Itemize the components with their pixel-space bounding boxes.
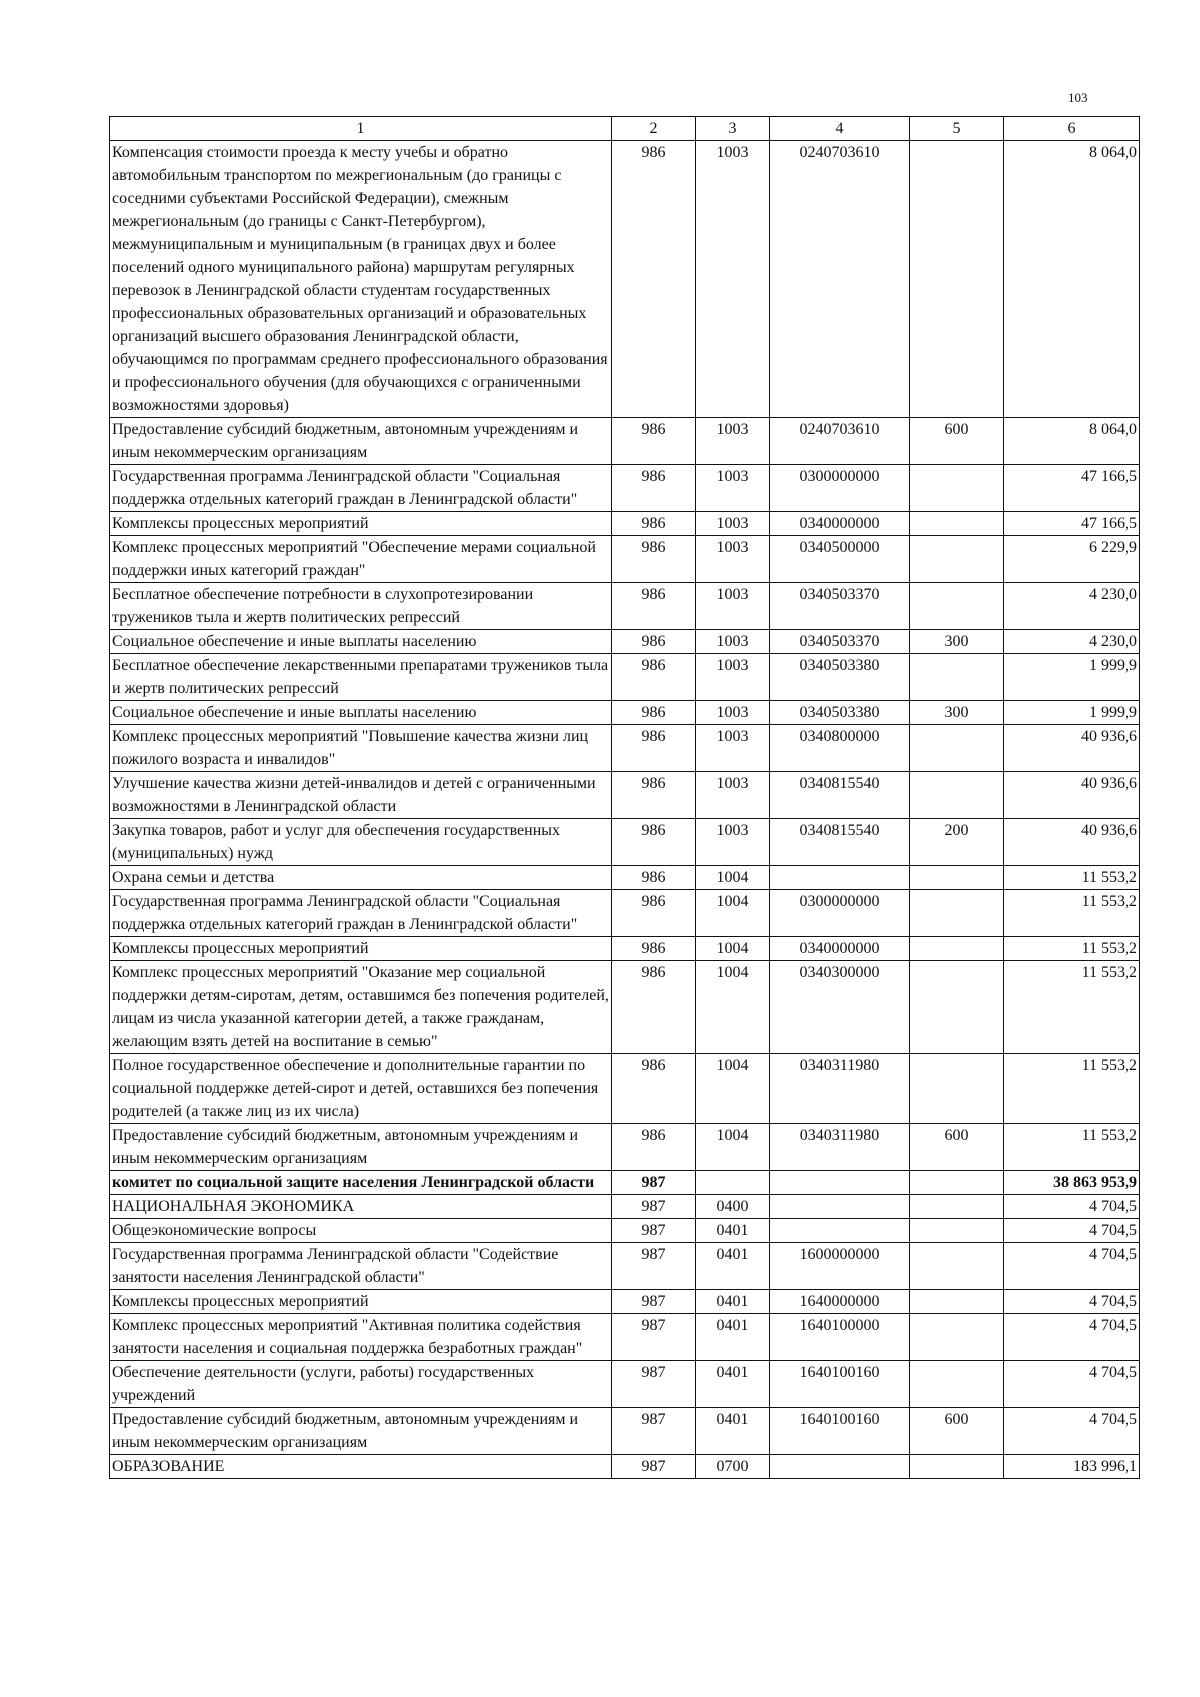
- row-amount-cell: 8 064,0: [1004, 141, 1140, 418]
- row-ministry-code-cell: 986: [612, 512, 696, 536]
- row-section-code-cell: 0401: [696, 1219, 770, 1243]
- row-ministry-code-cell: 987: [612, 1195, 696, 1219]
- row-expense-type-cell: [910, 1195, 1004, 1219]
- row-expense-type-cell: 600: [910, 1408, 1004, 1455]
- row-name-cell: Государственная программа Ленинградской области "Содействие занятости населения Ленинградской области": [110, 1243, 612, 1290]
- row-ministry-code-cell: 986: [612, 1054, 696, 1124]
- row-section-code-cell: 1003: [696, 465, 770, 512]
- row-name-cell: НАЦИОНАЛЬНАЯ ЭКОНОМИКА: [110, 1195, 612, 1219]
- row-ministry-code-cell: 986: [612, 937, 696, 961]
- row-expense-type-cell: 200: [910, 819, 1004, 866]
- row-amount-cell: 11 553,2: [1004, 890, 1140, 937]
- row-amount-cell: 40 936,6: [1004, 725, 1140, 772]
- table-body: [110, 141, 1140, 1479]
- row-target-code-cell: [770, 1195, 910, 1219]
- row-amount-cell: 38 863 953,9: [1004, 1171, 1140, 1195]
- row-ministry-code-cell: 986: [612, 418, 696, 465]
- row-amount-cell: 11 553,2: [1004, 1054, 1140, 1124]
- row-amount-cell: 4 704,5: [1004, 1290, 1140, 1314]
- row-amount-cell: 4 704,5: [1004, 1314, 1140, 1361]
- row-expense-type-cell: [910, 1455, 1004, 1479]
- row-section-code-cell: 1003: [696, 630, 770, 654]
- table-row: [110, 1408, 1140, 1455]
- row-target-code-cell: 0340000000: [770, 512, 910, 536]
- table-row: [110, 1124, 1140, 1171]
- row-name-cell: Предоставление субсидий бюджетным, автономным учреждениям и иным некоммерческим организациям: [110, 1408, 612, 1455]
- row-expense-type-cell: [910, 725, 1004, 772]
- budget-table: [109, 116, 1140, 1479]
- row-name-cell: Социальное обеспечение и иные выплаты населению: [110, 701, 612, 725]
- row-amount-cell: 4 704,5: [1004, 1361, 1140, 1408]
- row-name-cell: ОБРАЗОВАНИЕ: [110, 1455, 612, 1479]
- row-amount-cell: 6 229,9: [1004, 536, 1140, 583]
- page-number: 103: [1068, 90, 1088, 105]
- row-amount-cell: 11 553,2: [1004, 1124, 1140, 1171]
- row-expense-type-cell: [910, 1171, 1004, 1195]
- row-name-cell: Комплекс процессных мероприятий "Повышение качества жизни лиц пожилого возраста и инвалидов": [110, 725, 612, 772]
- table-row: [110, 418, 1140, 465]
- row-ministry-code-cell: 986: [612, 866, 696, 890]
- row-target-code-cell: 0240703610: [770, 418, 910, 465]
- row-ministry-code-cell: 986: [612, 1124, 696, 1171]
- row-expense-type-cell: [910, 1361, 1004, 1408]
- row-section-code-cell: 1003: [696, 512, 770, 536]
- table-row: [110, 701, 1140, 725]
- row-target-code-cell: 0340311980: [770, 1054, 910, 1124]
- row-name-cell: комитет по социальной защите населения Ленинградской области: [110, 1171, 612, 1195]
- table-row: [110, 1243, 1140, 1290]
- row-ministry-code-cell: 986: [612, 141, 696, 418]
- row-ministry-code-cell: 986: [612, 961, 696, 1054]
- table-row: [110, 1361, 1140, 1408]
- row-target-code-cell: 0340311980: [770, 1124, 910, 1171]
- row-section-code-cell: 1003: [696, 654, 770, 701]
- row-name-cell: Общеэкономические вопросы: [110, 1219, 612, 1243]
- row-name-cell: Предоставление субсидий бюджетным, автономным учреждениям и иным некоммерческим организациям: [110, 1124, 612, 1171]
- table-header: [110, 117, 1140, 141]
- row-name-cell: Улучшение качества жизни детей-инвалидов и детей с ограниченными возможностями в Ленинградской области: [110, 772, 612, 819]
- row-section-code-cell: 1003: [696, 141, 770, 418]
- row-target-code-cell: 1640000000: [770, 1290, 910, 1314]
- row-section-code-cell: 1004: [696, 1124, 770, 1171]
- row-name-cell: Государственная программа Ленинградской области "Социальная поддержка отдельных категорий граждан в Ленинградской области": [110, 890, 612, 937]
- row-amount-cell: 183 996,1: [1004, 1455, 1140, 1479]
- row-target-code-cell: 0340503380: [770, 701, 910, 725]
- row-ministry-code-cell: 986: [612, 819, 696, 866]
- row-ministry-code-cell: 987: [612, 1243, 696, 1290]
- row-target-code-cell: 0340503370: [770, 630, 910, 654]
- column-header-1: 1: [110, 117, 612, 141]
- row-expense-type-cell: [910, 536, 1004, 583]
- row-target-code-cell: 1600000000: [770, 1243, 910, 1290]
- row-amount-cell: 11 553,2: [1004, 961, 1140, 1054]
- row-section-code-cell: 1003: [696, 536, 770, 583]
- row-ministry-code-cell: 987: [612, 1171, 696, 1195]
- table-row: [110, 1455, 1140, 1479]
- row-target-code-cell: 1640100160: [770, 1408, 910, 1455]
- row-name-cell: Социальное обеспечение и иные выплаты населению: [110, 630, 612, 654]
- row-ministry-code-cell: 986: [612, 536, 696, 583]
- row-section-code-cell: 0401: [696, 1314, 770, 1361]
- row-amount-cell: 1 999,9: [1004, 654, 1140, 701]
- row-amount-cell: 4 704,5: [1004, 1243, 1140, 1290]
- row-target-code-cell: 0340815540: [770, 772, 910, 819]
- table-row: [110, 1219, 1140, 1243]
- row-amount-cell: 47 166,5: [1004, 512, 1140, 536]
- row-expense-type-cell: [910, 583, 1004, 630]
- table-row: [110, 141, 1140, 418]
- row-ministry-code-cell: 986: [612, 725, 696, 772]
- row-amount-cell: 4 230,0: [1004, 630, 1140, 654]
- column-header-2: 2: [612, 117, 696, 141]
- table-row: [110, 654, 1140, 701]
- table-row: [110, 512, 1140, 536]
- row-ministry-code-cell: 987: [612, 1290, 696, 1314]
- row-section-code-cell: 1004: [696, 890, 770, 937]
- row-amount-cell: 47 166,5: [1004, 465, 1140, 512]
- row-expense-type-cell: 300: [910, 701, 1004, 725]
- row-name-cell: Обеспечение деятельности (услуги, работы) государственных учреждений: [110, 1361, 612, 1408]
- column-header-6: 6: [1004, 117, 1140, 141]
- row-ministry-code-cell: 986: [612, 465, 696, 512]
- row-section-code-cell: 0700: [696, 1455, 770, 1479]
- row-expense-type-cell: [910, 1243, 1004, 1290]
- row-section-code-cell: 1003: [696, 725, 770, 772]
- row-name-cell: Закупка товаров, работ и услуг для обеспечения государственных (муниципальных) нужд: [110, 819, 612, 866]
- row-amount-cell: 4 704,5: [1004, 1195, 1140, 1219]
- row-name-cell: Компенсация стоимости проезда к месту учебы и обратно автомобильным транспортом по межрегиональным (до границы с соседними субъектами Российской Федерации), смежным межрегиональным (до границы с Санкт-Петербургом), межмуниципальным и муниципальным (в границах двух и более поселений одного муниципального района) маршрутам регулярных перевозок в Ленинградской области студентам государственных профессиональных образовательных организаций и образовательных организаций высшего образования Ленинградской области, обучающимся по программам среднего профессионального образования и профессионального обучения (для обучающихся с ограниченными возможностями здоровья): [110, 141, 612, 418]
- row-section-code-cell: 0400: [696, 1195, 770, 1219]
- row-amount-cell: 8 064,0: [1004, 418, 1140, 465]
- table-row: [110, 583, 1140, 630]
- table-row: [110, 1054, 1140, 1124]
- row-target-code-cell: [770, 866, 910, 890]
- row-expense-type-cell: [910, 866, 1004, 890]
- row-section-code-cell: 0401: [696, 1408, 770, 1455]
- row-target-code-cell: 1640100000: [770, 1314, 910, 1361]
- row-target-code-cell: 0300000000: [770, 465, 910, 512]
- table-row: [110, 630, 1140, 654]
- table-row: [110, 1195, 1140, 1219]
- row-section-code-cell: 1003: [696, 418, 770, 465]
- row-target-code-cell: [770, 1455, 910, 1479]
- row-name-cell: Комплекс процессных мероприятий "Активная политика содействия занятости населения и социальная поддержка безработных граждан": [110, 1314, 612, 1361]
- row-section-code-cell: [696, 1171, 770, 1195]
- row-ministry-code-cell: 986: [612, 630, 696, 654]
- row-expense-type-cell: [910, 141, 1004, 418]
- row-target-code-cell: 1640100160: [770, 1361, 910, 1408]
- row-target-code-cell: [770, 1219, 910, 1243]
- row-expense-type-cell: [910, 1314, 1004, 1361]
- row-section-code-cell: 0401: [696, 1243, 770, 1290]
- row-name-cell: Комплексы процессных мероприятий: [110, 512, 612, 536]
- table-row: [110, 1314, 1140, 1361]
- row-expense-type-cell: [910, 512, 1004, 536]
- row-name-cell: Охрана семьи и детства: [110, 866, 612, 890]
- row-amount-cell: 40 936,6: [1004, 819, 1140, 866]
- row-target-code-cell: 0340503380: [770, 654, 910, 701]
- row-target-code-cell: 0340800000: [770, 725, 910, 772]
- row-name-cell: Комплексы процессных мероприятий: [110, 1290, 612, 1314]
- row-expense-type-cell: 600: [910, 418, 1004, 465]
- row-name-cell: Бесплатное обеспечение потребности в слухопротезировании тружеников тыла и жертв политических репрессий: [110, 583, 612, 630]
- row-amount-cell: 11 553,2: [1004, 866, 1140, 890]
- table-row: [110, 961, 1140, 1054]
- row-expense-type-cell: [910, 654, 1004, 701]
- row-ministry-code-cell: 987: [612, 1361, 696, 1408]
- row-target-code-cell: [770, 1171, 910, 1195]
- row-expense-type-cell: [910, 1054, 1004, 1124]
- table-row: [110, 1171, 1140, 1195]
- row-target-code-cell: 0340500000: [770, 536, 910, 583]
- row-section-code-cell: 1004: [696, 1054, 770, 1124]
- row-expense-type-cell: [910, 890, 1004, 937]
- row-expense-type-cell: [910, 772, 1004, 819]
- row-ministry-code-cell: 986: [612, 583, 696, 630]
- row-amount-cell: 4 704,5: [1004, 1408, 1140, 1455]
- row-section-code-cell: 1004: [696, 961, 770, 1054]
- table-row: [110, 866, 1140, 890]
- row-ministry-code-cell: 986: [612, 701, 696, 725]
- row-ministry-code-cell: 987: [612, 1314, 696, 1361]
- row-section-code-cell: 1003: [696, 583, 770, 630]
- table-row: [110, 819, 1140, 866]
- row-name-cell: Комплексы процессных мероприятий: [110, 937, 612, 961]
- row-ministry-code-cell: 986: [612, 890, 696, 937]
- row-section-code-cell: 1003: [696, 701, 770, 725]
- row-target-code-cell: 0300000000: [770, 890, 910, 937]
- row-name-cell: Бесплатное обеспечение лекарственными препаратами тружеников тыла и жертв политических репрессий: [110, 654, 612, 701]
- row-section-code-cell: 1004: [696, 937, 770, 961]
- row-target-code-cell: 0340815540: [770, 819, 910, 866]
- row-expense-type-cell: [910, 937, 1004, 961]
- row-name-cell: Предоставление субсидий бюджетным, автономным учреждениям и иным некоммерческим организациям: [110, 418, 612, 465]
- column-header-4: 4: [770, 117, 910, 141]
- column-header-3: 3: [696, 117, 770, 141]
- row-name-cell: Комплекс процессных мероприятий "Оказание мер социальной поддержки детям-сиротам, детям, оставшимся без попечения родителей, лицам из числа указанной категории детей, а также гражданам, желающим взять детей на воспитание в семью": [110, 961, 612, 1054]
- row-expense-type-cell: [910, 1290, 1004, 1314]
- table-row: [110, 465, 1140, 512]
- row-target-code-cell: 0340300000: [770, 961, 910, 1054]
- row-amount-cell: 4 704,5: [1004, 1219, 1140, 1243]
- row-expense-type-cell: [910, 465, 1004, 512]
- row-amount-cell: 40 936,6: [1004, 772, 1140, 819]
- row-ministry-code-cell: 987: [612, 1408, 696, 1455]
- row-amount-cell: 1 999,9: [1004, 701, 1140, 725]
- row-name-cell: Комплекс процессных мероприятий "Обеспечение мерами социальной поддержки иных категорий граждан": [110, 536, 612, 583]
- row-expense-type-cell: [910, 961, 1004, 1054]
- row-ministry-code-cell: 986: [612, 772, 696, 819]
- row-expense-type-cell: 300: [910, 630, 1004, 654]
- table-row: [110, 1290, 1140, 1314]
- row-ministry-code-cell: 987: [612, 1219, 696, 1243]
- row-section-code-cell: 1004: [696, 866, 770, 890]
- table-row: [110, 890, 1140, 937]
- table-row: [110, 772, 1140, 819]
- column-header-5: 5: [910, 117, 1004, 141]
- table-row: [110, 725, 1140, 772]
- row-section-code-cell: 0401: [696, 1361, 770, 1408]
- row-section-code-cell: 1003: [696, 819, 770, 866]
- row-target-code-cell: 0340000000: [770, 937, 910, 961]
- row-expense-type-cell: [910, 1219, 1004, 1243]
- row-target-code-cell: 0240703610: [770, 141, 910, 418]
- row-section-code-cell: 1003: [696, 772, 770, 819]
- table-row: [110, 937, 1140, 961]
- row-ministry-code-cell: 986: [612, 654, 696, 701]
- row-expense-type-cell: 600: [910, 1124, 1004, 1171]
- header-row: [110, 117, 1140, 141]
- row-name-cell: Государственная программа Ленинградской области "Социальная поддержка отдельных категорий граждан в Ленинградской области": [110, 465, 612, 512]
- row-amount-cell: 4 230,0: [1004, 583, 1140, 630]
- row-section-code-cell: 0401: [696, 1290, 770, 1314]
- row-name-cell: Полное государственное обеспечение и дополнительные гарантии по социальной поддержке детей-сирот и детей, оставшихся без попечения родителей (а также лиц из их числа): [110, 1054, 612, 1124]
- row-ministry-code-cell: 987: [612, 1455, 696, 1479]
- table-row: [110, 536, 1140, 583]
- row-target-code-cell: 0340503370: [770, 583, 910, 630]
- row-amount-cell: 11 553,2: [1004, 937, 1140, 961]
